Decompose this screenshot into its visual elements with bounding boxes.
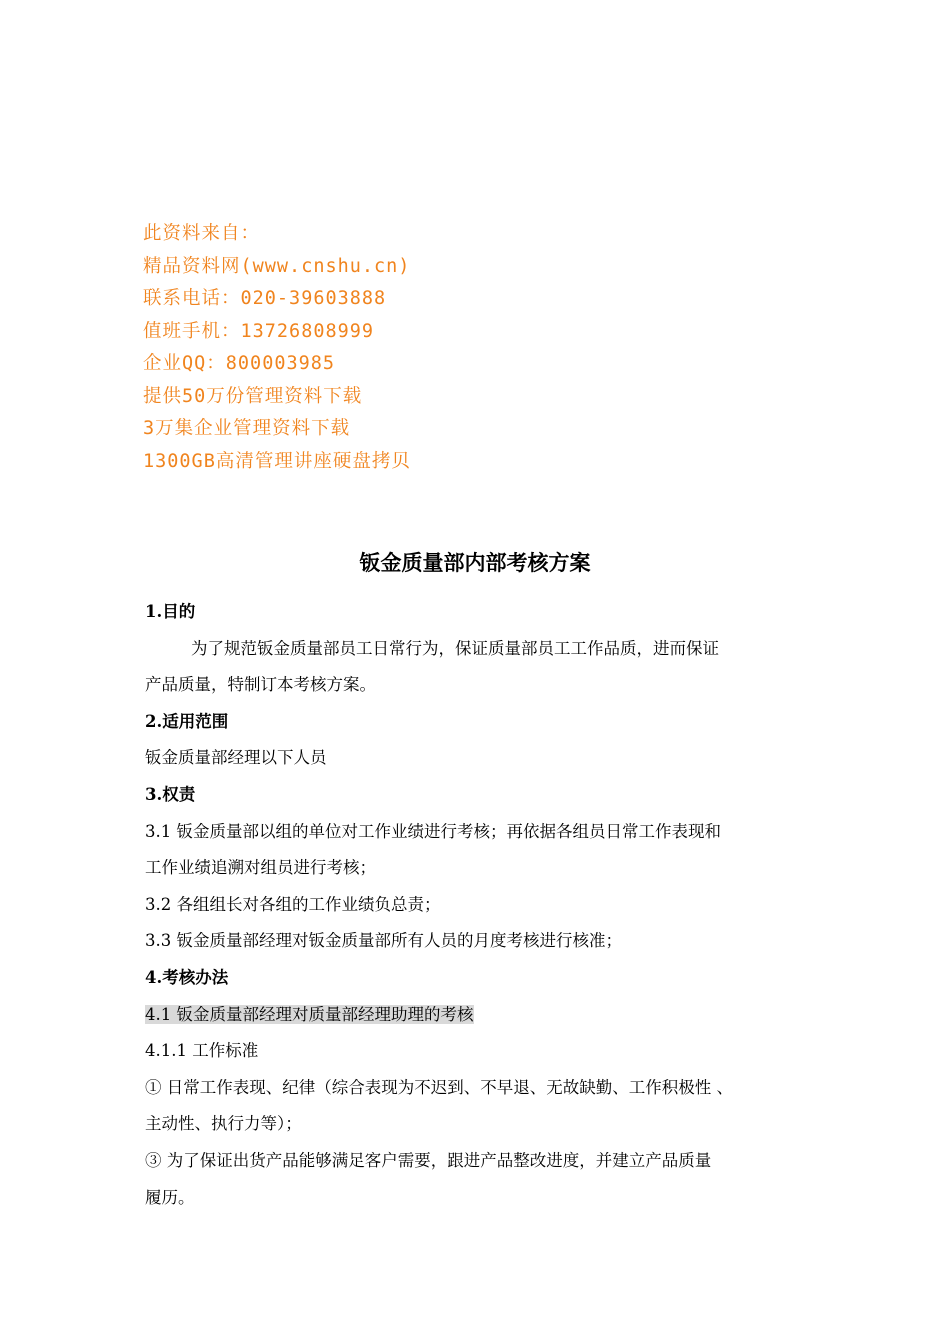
scope-paragraph: 钣金质量部经理以下人员 [145, 748, 327, 768]
section-heading-method: 4.考核办法 [145, 967, 229, 987]
promo-offer-2: 3万集企业管理资料下载 [143, 418, 351, 439]
purpose-paragraph-line-2: 产品质量，特制订本考核方案。 [145, 675, 376, 695]
promo-offer-3: 1300GB高清管理讲座硬盘拷贝 [143, 450, 411, 472]
responsibility-3-3: 3.3 钣金质量部经理对钣金质量部所有人员的月度考核进行核准； [145, 931, 622, 951]
standard-item-3-line-2: 履历。 [145, 1187, 195, 1207]
document-body [145, 594, 825, 1216]
method-4-1-1: 4.1.1 工作标准 [145, 1041, 259, 1061]
promo-phone: 联系电话：020-39603888 [143, 288, 387, 309]
section-heading-purpose: 1.目的 [145, 602, 196, 621]
section-heading-responsibility: 3.权责 [145, 784, 196, 804]
section-heading-scope: 2.适用范围 [145, 711, 229, 731]
promo-qq: 企业QQ：800003985 [143, 353, 336, 374]
highlighted-text: 4.1 钣金质量部经理对质量部经理助理的考核 [145, 1004, 474, 1024]
promo-source-label: 此资料来自： [143, 223, 261, 244]
promo-website: 精品资料网(www.cnshu.cn) [143, 255, 411, 277]
promo-block [143, 218, 411, 478]
purpose-paragraph-line-1: 为了规范钣金质量部员工日常行为，保证质量部员工工作品质，进而保证 [191, 638, 719, 658]
document-title: 钣金质量部内部考核方案 [359, 550, 591, 575]
promo-offer-1: 提供50万份管理资料下载 [143, 385, 363, 407]
standard-item-1-line-1: ① 日常工作表现、纪律（综合表现为不迟到、不早退、无故缺勤、工作积极性 、 [145, 1077, 733, 1097]
responsibility-3-1-line-1: 3.1 钣金质量部以组的单位对工作业绩进行考核；再依据各组员日常工作表现和 [145, 821, 721, 841]
standard-item-3-line-1: ③ 为了保证出货产品能够满足客户需要，跟进产品整改进度，并建立产品质量 [145, 1150, 712, 1170]
responsibility-3-2: 3.2 各组组长对各组的工作业绩负总责； [145, 894, 441, 914]
method-4-1 [145, 997, 825, 1034]
responsibility-3-1-line-2: 工作业绩追溯对组员进行考核； [145, 858, 376, 878]
standard-item-1-line-2: 主动性、执行力等）； [145, 1114, 302, 1134]
promo-mobile: 值班手机：13726808999 [143, 320, 375, 342]
